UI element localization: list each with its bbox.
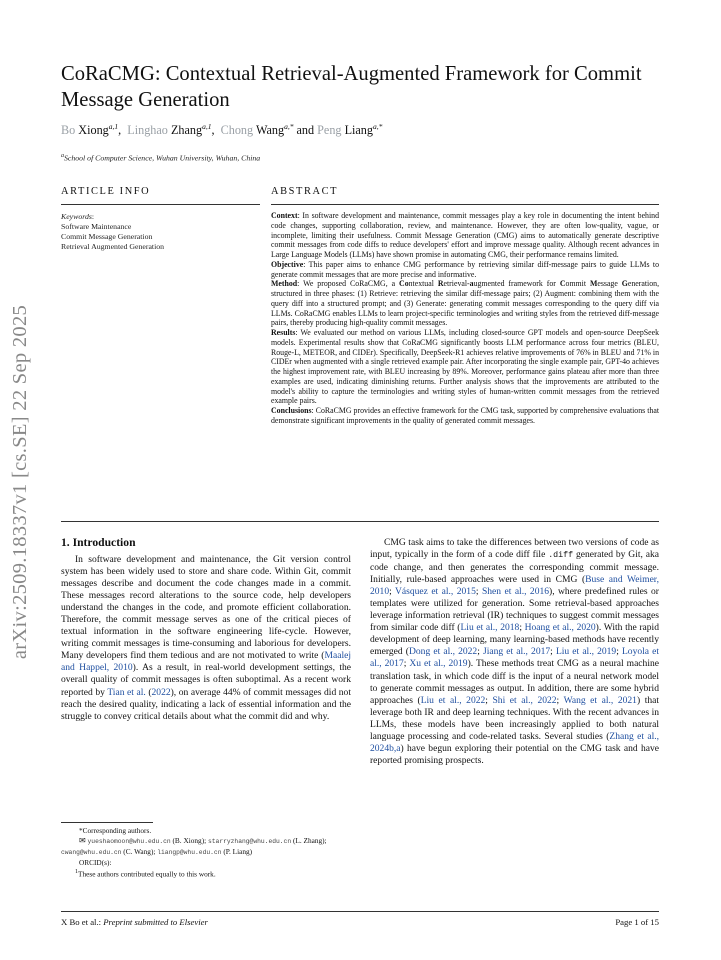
abstract-objective: Objective: This paper aims to enhance CMG performance by retrieving similar diff-message pairs to guide LLMs to generate commit messages that are more precise and informative. <box>271 259 660 279</box>
acronym-letter: G <box>621 279 628 289</box>
paragraph-text: ), where predefined rules or templates were utilized for generation. Some retrieval-based approaches leverage information retrieval (IR) techniques to suggest commit messages from similar code diff ( <box>370 586 659 634</box>
abstract-method-label: Method <box>271 279 298 289</box>
footnote-name: (C. Wang); <box>123 846 156 856</box>
citation-link[interactable]: Loyola et al., 2017 <box>370 646 660 670</box>
citation-link[interactable]: Liu et al., 2022 <box>420 694 486 706</box>
footnote-superscript: 1 <box>75 868 79 875</box>
abstract-rule <box>271 204 659 205</box>
diff-extension: .diff <box>548 551 574 561</box>
intro-paragraph-1: In software development and maintenance, the Git version control system has been widely used to store and share code. Within Git, commit messages describe and document the code changes made in a commit. These messages record alterations to the source code, help developers understand the changes in the code, and promote efficient collaboration. Therefore, the commit message serves as one of the critical pieces of textual information in the software engineering life-cycle. However, writing commit messages is time-consuming and laborious for developers. Many developers find them tedious and are not motivated to write (Maalej and Happel, 2010). As a result, in real-world development settings, the overall quality of commit messages is often suboptimal. As a recent work reported by Tian et al. (2022), on average 44% of commit messages did not reach the desired quality, indicating a lack of essential information and the struggle to convey critical details about what the commit did and why. <box>61 554 352 722</box>
abstract-objective-label: Objective <box>271 259 304 269</box>
footer-authors: X Bo et al.: <box>61 917 102 927</box>
author-last-name: Liang <box>344 123 373 138</box>
author-superscript: a,* <box>373 122 383 131</box>
page-number: Page 1 of 15 <box>615 917 659 927</box>
footer-preprint-note: Preprint submitted to Elsevier <box>103 917 208 927</box>
citation-separator: ; <box>550 646 556 658</box>
citation-separator: ; <box>389 586 396 598</box>
citation-link[interactable]: Hoang et al., 2020 <box>524 622 596 634</box>
author-first-name: Bo <box>61 123 76 138</box>
footnote-name: (L. Zhang); <box>292 835 327 845</box>
citation-separator: ; <box>485 694 493 706</box>
author-list: Bo Xiong$^{a,1}$, Linghao Zhang$^{a,1}$, Chong Wang$^{a,*}$ and Peng Liang$^{a,*}$ <box>61 122 383 138</box>
intro-paragraph-2 <box>370 537 659 767</box>
acronym-word: ommit <box>565 279 587 289</box>
footer-rule <box>61 911 659 912</box>
author-superscript: a,* <box>284 122 294 131</box>
author-first-name: Chong <box>220 123 254 138</box>
author-first-name: Peng <box>317 123 342 138</box>
citation-link[interactable]: Dong et al., 2022 <box>409 646 478 658</box>
section-separator <box>61 521 659 522</box>
email-link[interactable]: yueshaomoon@whu.edu.cn <box>87 837 171 845</box>
citation-separator: ; <box>403 658 410 670</box>
author-last-name: Zhang <box>170 123 203 138</box>
article-info-rule <box>61 204 260 205</box>
abstract-results: Results: We evaluated our method on various LLMs, including closed-source GPT models and open-source DeepSeek models. Experimental results show that CoRaCMG significantly boosts LLM performance across four metrics (BLEU, Rouge-L, METEOR, and CIDEr). Specifically, DeepSeek-R1 achieves relative improvements of 76% in BLEU and 71% in CIDEr when augmented with a single retrieved example pair. After incorporating the single example pair, GPT-4o achieves the highest improvement rate, with BLEU increasing by 89%. Moreover, performance gains plateau after more than three examples are used, indicating diminishing returns. Further analysis shows that the improvements are attributed to the model's ability to capture the terminologies and writing styles of human-written commit messages from the retrieved example pairs. <box>271 328 659 406</box>
email-link[interactable]: cwang@whu.edu.cn <box>61 848 122 856</box>
abstract-results-text: We evaluated our method on various LLMs, including closed-source GPT models and open-source DeepSeek models. Experimental results show that CoRaCMG significantly boosts LLM performance across four metrics (BLEU, Rouge-L, METEOR, and CIDEr). Specifically, DeepSeek-R1 achieves relative improvements of 76% in BLEU and 71% in CIDEr when augmented with a single retrieved example pair. After incorporating the single example pair, GPT-4o achieves the highest improvement rate, with BLEU increasing by 89%. Moreover, performance gains plateau after more than three examples are used, indicating diminishing returns. Further analysis shows that the improvements are attributed to the model's ability to capture the terminologies and writing styles of human-written commit messages from the retrieved example pairs. <box>271 328 659 406</box>
abstract-objective-text: This paper aims to enhance CMG performance by retrieving similar diff-message pairs to guide LLMs to generate commit messages that are more precise and informative. <box>271 259 660 279</box>
footnote-text: These authors contributed equally to this work. <box>78 869 216 879</box>
article-info-heading: ARTICLE INFO <box>61 186 151 197</box>
author-superscript: a,1 <box>108 122 119 131</box>
acronym-letter: R <box>437 279 444 289</box>
paragraph-text: , on average 44% of commit messages did not reach the desired quality, indicating a lack of essential information and the struggle to convey critical details about what the commit did and why. <box>61 686 351 722</box>
abstract-context: Context: In software development and maintenance, commit messages play a key role in documenting the intent behind code changes, supporting collaboration, review, and maintenance. However, they are often low-quality, vague, or incomplete, limiting their usefulness. Commit Message Generation (CMG) aims to automatically generate descriptive commit messages from code diffs to reduce developers' effort and improve message quality. Although recent advances in Large Language Models (LLMs) have shown promise in automating CMG, their performance remains limited. <box>271 211 660 259</box>
author-last-name: Wang <box>255 123 285 138</box>
footnote-emails <box>61 836 351 858</box>
footnote-equal-contribution <box>61 868 351 879</box>
citation-link[interactable]: Maalej and Happel, 2010 <box>61 650 351 674</box>
email-link[interactable]: liangp@whu.edu.cn <box>157 848 222 856</box>
affiliation-superscript: a <box>61 153 64 159</box>
citation-link[interactable]: Buse and Weimer, 2010 <box>370 574 659 598</box>
citation-link[interactable]: Xu et al., 2019 <box>409 658 468 670</box>
abstract-heading: ABSTRACT <box>271 186 339 197</box>
citation-link[interactable]: Wang et al., 2021 <box>563 694 637 706</box>
abstract-results-label: Results <box>271 328 296 337</box>
citation-link[interactable]: Zhang et al., 2024b,a <box>370 730 659 754</box>
footnote-corresponding: *Corresponding authors. <box>79 826 152 835</box>
citation-separator: ; <box>556 694 564 706</box>
affiliation-text: School of Computer Science, Wuhan University, Wuhan, China <box>64 153 261 163</box>
footnote-orcid: ORCID(s): <box>79 857 112 867</box>
keywords-block <box>61 212 261 252</box>
arxiv-identifier: arXiv:2509.18337v1 [cs.SE] 22 Sep 2025 <box>9 304 31 660</box>
introduction-heading: 1. Introduction <box>61 536 136 549</box>
footnote-rule <box>61 822 153 823</box>
paragraph-text: generated by Git, aka code change, and then generates the corresponding commit message. Initially, rule-based approaches were used in CMG ( <box>370 549 660 586</box>
citation-link[interactable]: Jiang et al., 2017 <box>483 646 551 658</box>
citation-separator: ; <box>477 646 483 658</box>
paragraph-text: ). With the rapid development of deep learning, many learning-based methods have recently emerged ( <box>370 622 659 658</box>
citation-link[interactable]: Vásquez et al., 2015 <box>395 586 476 598</box>
paragraph-text: ). These methods treat CMG as a neural machine translation task, in which code diff is the input of a neural network model to generate commit messages as output. In addition, there are some hybrid approaches ( <box>370 658 659 706</box>
author-superscript: a,1 <box>202 122 212 131</box>
abstract-method: Method: We proposed CoRaCMG, a Contextual Retrieval-augmented framework for Commit Message Generation, structured in three phases: (1) Retrieve: retrieving the similar diff-message pairs; (2) Augment: combining them with the query diff into a structured prompt; and (3) Generate: generating commit messages corresponding to the query diff via LLMs. CoRaCMG enables LLMs to learn project-specific terminologies and writing styles from the retrieved diff-message pairs, thereby producing high-quality commit messages. <box>271 279 660 328</box>
acronym-letter: a <box>469 279 474 289</box>
author-conjunction: and <box>296 123 315 138</box>
paragraph-text: ) have begun exploring their potential on the CMG task and have reported promising prospects. <box>370 742 659 766</box>
intro-column-left <box>61 554 351 723</box>
author-last-name: Xiong <box>78 123 109 138</box>
acronym-letter: C <box>559 279 566 289</box>
abstract-method-text: We proposed CoRaCMG, a <box>303 279 396 289</box>
paragraph-text: CMG task aims to take the differences between two versions of code as input, typically in the form of a code diff file <box>370 537 659 561</box>
paragraph-text: ). As a result, in real-world development settings, the overall quality of commit messages is often suboptimal. As a recent work reported by <box>61 662 352 698</box>
keywords-label-line: Keywords: <box>61 212 95 221</box>
footnote-name: (B. Xiong); <box>172 835 207 845</box>
acronym-letter: M <box>589 279 598 289</box>
footnote-name: (P. Liang) <box>223 846 253 856</box>
citation-link[interactable]: Liu et al., 2018 <box>460 622 520 634</box>
citation-link[interactable]: Liu et al., 2019 <box>555 646 617 658</box>
affiliation <box>61 153 260 163</box>
envelope-icon: ✉ <box>79 835 86 845</box>
acronym-word: ugmented framework for <box>473 279 556 289</box>
citation-link[interactable]: 2022 <box>151 686 171 698</box>
email-link[interactable]: starryzhang@whu.edu.cn <box>207 837 292 845</box>
abstract-context-text: In software development and maintenance, commit messages play a key role in documenting the intent behind code changes, supporting collaboration, review, and maintenance. However, they are often low-quality, vague, or incomplete, limiting their usefulness. Commit Message Generation (CMG) aims to automatically generate descriptive commit messages from code diffs to reduce developers' effort and improve message quality. Although recent advances in Large Language Models (LLMs) have shown promise in automating CMG, their performance remains limited. <box>271 211 660 259</box>
acronym-word: essage <box>597 279 618 289</box>
abstract-context-label: Context <box>271 211 298 220</box>
footnotes <box>61 826 351 879</box>
acronym-word: ntextual <box>408 279 434 289</box>
citation-link[interactable]: Shi et al., 2022 <box>492 694 557 706</box>
intro-column-right <box>370 537 659 767</box>
abstract-conclusions: Conclusions: CoRaCMG provides an effective framework for the CMG task, supported by comprehensive evaluations that demonstrate significant improvements in the quality of generated commit messages. <box>271 406 660 425</box>
keywords-label: Keywords <box>61 212 92 221</box>
citation-separator: ; <box>519 622 525 634</box>
citation-separator: ; <box>475 586 482 598</box>
acronym-letter: Co <box>399 279 409 289</box>
keyword-item: Retrieval Augmented Generation <box>61 242 165 251</box>
abstract-body <box>271 211 659 426</box>
abstract-conclusions-text: CoRaCMG provides an effective framework for the CMG task, supported by comprehensive evaluations that demonstrate significant improvements in the quality of generated commit messages. <box>271 406 660 425</box>
citation-link[interactable]: Shen et al., 2016 <box>481 586 550 598</box>
author-first-name: Linghao <box>127 123 168 138</box>
abstract-method-text: eneration, structured in three phases: (1) Retrieve: retrieving the similar diff-message pairs; (2) Augment: combining them with the query diff into a structured prompt; and (3) Generate: generating commit messages corresponding to the query diff via LLMs. CoRaCMG enables LLMs to learn project-specific terminologies and writing styles from the retrieved diff-message pairs, thereby producing high-quality commit messages. <box>271 279 660 328</box>
keyword-item: Commit Message Generation <box>61 232 153 241</box>
acronym-word: etrieval- <box>443 279 470 289</box>
keyword-item: Software Maintenance <box>61 222 132 231</box>
abstract-conclusions-label: Conclusions <box>271 406 312 415</box>
paper-title: CoRaCMG: Contextual Retrieval-Augmented Framework for Commit Message Generation <box>61 63 642 111</box>
footer-left <box>61 917 208 927</box>
citation-separator: ; <box>616 646 622 658</box>
citation-link[interactable]: Tian et al. <box>107 686 146 698</box>
paragraph-text: In software development and maintenance, the Git version control system has been widely used to store and share code. Within Git, commit messages describe and document the code changes made in a commit. These messages record alterations to the source code, help developers understand the changes in the code, and promote efficient collaboration. Therefore, the commit message serves as one of the critical pieces of textual information in the software engineering life-cycle. However, writing commit messages is time-consuming and laborious for developers. Many developers find them tedious and are not motivated to write ( <box>61 554 351 662</box>
paragraph-text: ) that leverage both IR and deep learning techniques. With the recent advances in LLMs, these models have been increasingly applied to both natural language processing and code-related tasks. Several studies ( <box>370 694 660 742</box>
